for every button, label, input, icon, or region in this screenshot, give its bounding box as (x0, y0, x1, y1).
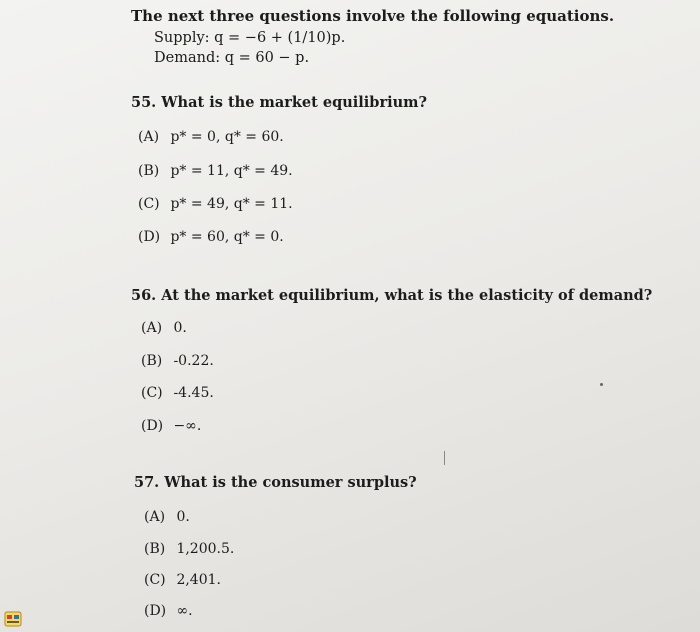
option-text: p* = 11, q* = 49. (170, 163, 293, 179)
option-text: −∞. (173, 418, 202, 434)
option-text: 0. (176, 509, 190, 525)
option-56-a (141, 320, 187, 336)
option-57-d (144, 603, 193, 619)
option-label: (B) (138, 163, 160, 179)
option-label: (D) (141, 418, 164, 434)
option-55-c (138, 196, 293, 212)
option-label: (A) (141, 320, 163, 336)
option-57-a (144, 509, 190, 525)
option-55-b (138, 163, 293, 179)
option-label: (C) (138, 196, 160, 212)
option-text: ∞. (176, 603, 193, 619)
option-56-d (141, 418, 201, 434)
option-text: p* = 49, q* = 11. (170, 196, 293, 212)
option-label: (D) (144, 603, 167, 619)
option-57-c (144, 572, 221, 588)
option-label: (B) (141, 353, 163, 369)
option-text: p* = 60, q* = 0. (170, 229, 284, 245)
option-label: (A) (138, 129, 160, 145)
option-text: -0.22. (173, 353, 214, 369)
demand-equation: Demand: q = 60 − p. (154, 50, 310, 66)
question-57: 57. What is the consumer surplus? (134, 474, 417, 491)
option-label: (C) (141, 385, 163, 401)
supply-equation: Supply: q = −6 + (1/10)p. (154, 30, 346, 46)
option-text: p* = 0, q* = 60. (170, 129, 284, 145)
option-56-c (141, 385, 214, 401)
question-55: 55. What is the market equilibrium? (131, 94, 427, 111)
corner-glyph-icon (4, 611, 22, 627)
option-57-b (144, 541, 234, 557)
option-label: (A) (144, 509, 166, 525)
app-corner-icon[interactable] (4, 611, 22, 627)
option-label: (C) (144, 572, 166, 588)
paper-mark (444, 451, 445, 465)
option-55-a (138, 129, 284, 145)
option-56-b (141, 353, 214, 369)
option-text: 0. (173, 320, 187, 336)
option-55-d (138, 229, 284, 245)
option-label: (B) (144, 541, 166, 557)
option-text: 2,401. (176, 572, 221, 588)
option-label: (D) (138, 229, 161, 245)
paper-speck (600, 383, 603, 386)
intro-text: The next three questions involve the following equations. (131, 7, 615, 25)
option-text: 1,200.5. (176, 541, 235, 557)
option-text: -4.45. (173, 385, 214, 401)
question-56: 56. At the market equilibrium, what is the elasticity of demand? (131, 287, 653, 304)
